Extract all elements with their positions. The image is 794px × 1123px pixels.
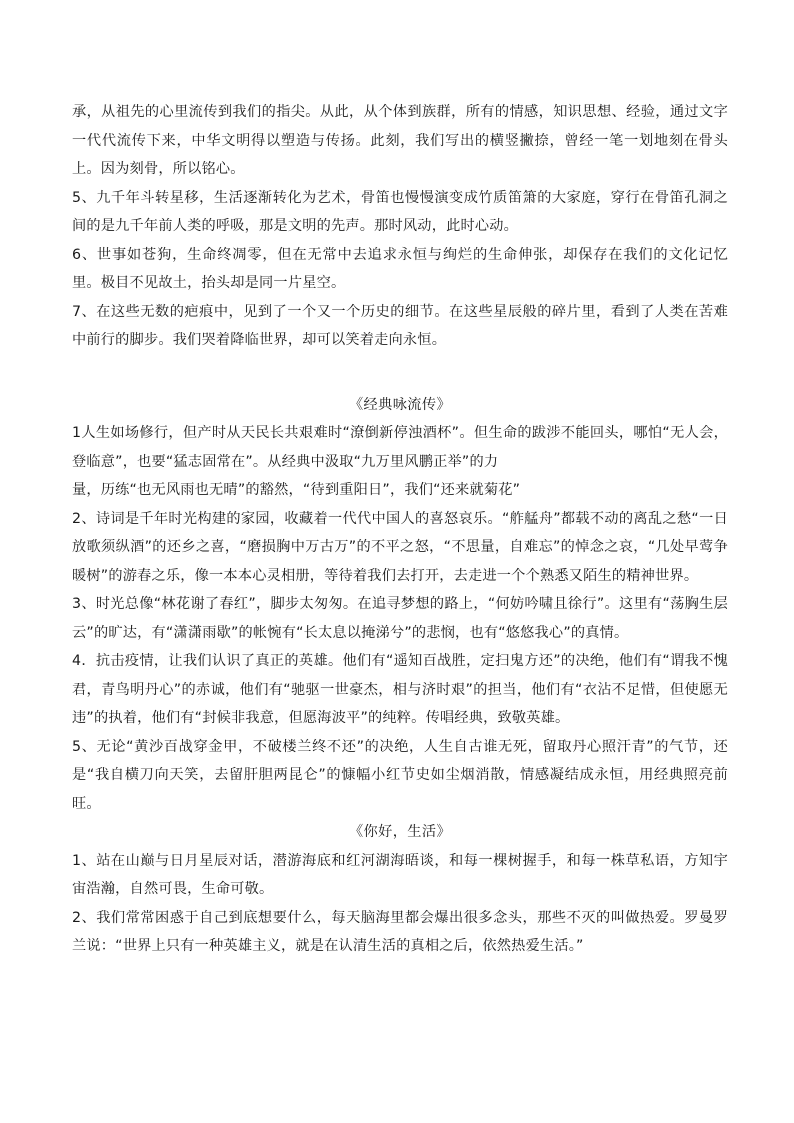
paragraph-continued: 承，从祖先的心里流传到我们的指尖。从此，从个体到族群，所有的情感，知识思想、经验，通过文字一代代流传下来，中华文明得以塑造与传扬。此刻，我们写出的横竖撇捺，曾经一笔一划地刻在骨头上。因为刻骨，所以铭心。: [72, 104, 728, 177]
paragraph-item-4: 4．抗击疫情，让我们认识了真正的英雄。他们有“遥知百战胜，定扫鬼方还”的决绝，他们有“谓我不愧君，青鸟明丹心”的赤诚，他们有“驰驱一世豪杰，相与济时艰”的担当，他们有“衣沾不足惜，但使愿无违”的执着，他们有“封候非我意，但愿海波平”的纯粹。传唱经典，致敬英雄。: [72, 653, 728, 726]
paragraph-item-1-line2: 量，历练“也无风雨也无晴”的豁然，“待到重阳日”，我们“还来就菊花”: [72, 482, 521, 498]
section-title-jingdian: 《经典咏流传》: [348, 396, 452, 413]
paragraph-item-5: 5、九千年斗转星移，生活逐渐转化为艺术，骨笛也慢慢演变成竹质笛箫的大家庭，穿行在骨笛孔洞之间的是九千年前人类的呼吸，那是文明的先声。那时风动，此时心动。: [72, 189, 728, 234]
paragraph-item-3: 3、时光总像“林花谢了春红”，脚步太匆匆。在追寻梦想的路上，“何妨吟啸且徐行”。这里有“荡胸生层云”的旷达，有“潇潇雨歇”的帐惋有“长太息以掩涕兮”的悲悯，也有“悠悠我心”的真情。: [72, 596, 728, 641]
paragraph-item-1-line1: 1人生如场修行，但产时从天民长共艰难时“潦倒新停浊酒杯”。但生命的跋涉不能回头，哪怕“无人会，登临意”，也要“猛志固常在”。从经典中汲取“九万里风鹏正举”的力: [72, 425, 728, 470]
paragraph-item-2b: 2、我们常常困惑于自己到底想要什么，每天脑海里都会爆出很多念头，那些不灭的叫做热爱。罗曼罗兰说：“世界上只有一种英雄主义，就是在认清生活的真相之后，依然热爱生活。”: [72, 909, 728, 954]
paragraph-item-6: 6、世事如苍狗，生命终凋零，但在无常中去追求永恒与绚烂的生命伸张，却保存在我们的文化记忆里。极目不见故土，抬头却是同一片星空。: [72, 246, 728, 291]
paragraph-item-5b: 5、无论“黄沙百战穿金甲，不破楼兰终不还”的决绝，人生自古谁无死，留取丹心照汗青”的气节，还是“我自横刀向天笑，去留肝胆两昆仑”的慷幅小红节史如尘烟消散，情感凝结成永恒，用经典照亮前旺。: [72, 738, 728, 812]
section-spacer: [72, 355, 728, 391]
document-page: [72, 98, 728, 961]
paragraph-item-7: 7、在这些无数的疤痕中，见到了一个又一个历史的细节。在这些星辰般的碎片里，看到了人类在苦难中前行的脚步。我们哭着降临世界，却可以笑着走向永恒。: [72, 303, 728, 348]
paragraph-item-1b: 1、站在山巅与日月星辰对话，潜游海底和红河湖海晤谈，和每一棵树握手，和每一株草私语，方知宇宙浩瀚，自然可畏，生命可敬。: [72, 852, 728, 897]
paragraph-item-2: 2、诗词是千年时光构建的家园，收藏着一代代中国人的喜怒哀乐。“舴艋舟”都载不动的离乱之愁“一日放歌须纵酒”的还乡之喜，“磨损胸中万古万”的不平之怒，“不思量，自难忘”的悼念之哀，“几处早莺争暖树”的游春之乐，像一本本心灵相册，等待着我们去打开，去走进一个个熟悉又陌生的精神世界。: [72, 510, 728, 584]
section-title-nihao: 《你好，生活》: [348, 824, 452, 840]
